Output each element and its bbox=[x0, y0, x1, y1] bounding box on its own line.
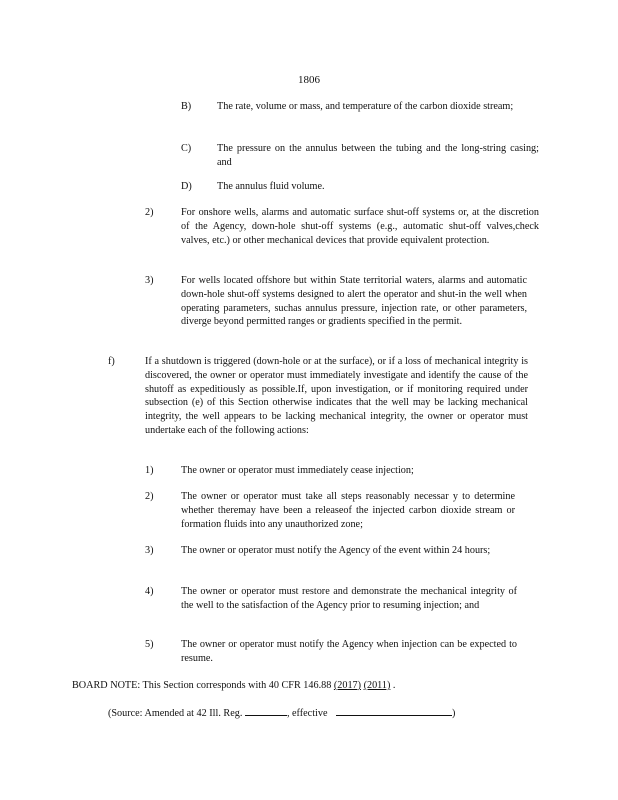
item-marker: 5) bbox=[145, 639, 154, 650]
board-note-struck-year: (2017) bbox=[333, 680, 362, 691]
item-text: For wells located offshore but within State territorial waters, alarms and automatic down-hole shut-off systems designed to alert the operator and shut-in the well when operating parameters, suchas annulus pressure, injection rate, or other parameters, diverge beyond permitted ranges or gradients specified in the permit. bbox=[181, 275, 527, 328]
item-marker: f) bbox=[108, 356, 115, 367]
item-text: The pressure on the annulus between the tubing and the long-string casing; and bbox=[217, 143, 539, 168]
item-marker: 3) bbox=[145, 545, 154, 556]
item-text: The owner or operator must notify the Agency of the event within 24 hours; bbox=[181, 545, 491, 556]
item-marker: 4) bbox=[145, 586, 154, 597]
board-note-prefix: BOARD NOTE: This Section corresponds with 40 CFR 146.88 bbox=[72, 680, 332, 691]
item-text: The annulus fluid volume. bbox=[217, 181, 325, 192]
item-text: The owner or operator must take all steps reasonably necessar y to determine whether theremay have been a releaseof the injected carbon dioxide stream or formation fluids into any unauthorized zone; bbox=[181, 491, 515, 530]
item-text: If a shutdown is triggered (down-hole or at the surface), or if a loss of mechanical integrity is discovered, the owner or operator must immediately investigate and identify the cause of the shutoff as expeditiously as possible.If, upon investigation, or if monitoring required under subsection (e) of this Section otherwise indicates that the well may be lacking mechanical integrity, the well appears to be lacking mechanical integrity, the owner or operator must undertake each of the following actions: bbox=[145, 356, 528, 436]
source-suffix: ) bbox=[452, 708, 456, 719]
board-note-current-year: (2011) bbox=[363, 680, 391, 691]
item-text: The owner or operator must notify the Agency when injection can be expected to resume. bbox=[181, 639, 517, 664]
source-middle: , effective bbox=[286, 708, 328, 719]
board-note bbox=[72, 679, 395, 693]
item-text: The owner or operator must restore and demonstrate the mechanical integrity of the well to the satisfaction of the Agency prior to resuming injection; and bbox=[181, 586, 517, 611]
item-marker: D) bbox=[181, 181, 192, 192]
item-text: The owner or operator must immediately cease injection; bbox=[181, 465, 414, 476]
item-marker: 2) bbox=[145, 207, 154, 218]
effective-date-blank bbox=[336, 705, 452, 716]
item-marker: 1) bbox=[145, 465, 154, 476]
item-marker: B) bbox=[181, 101, 192, 112]
page-number: 1806 bbox=[298, 74, 320, 86]
item-marker: 3) bbox=[145, 275, 154, 286]
source-prefix: (Source: Amended at 42 Ill. Reg. bbox=[108, 708, 243, 719]
item-marker: C) bbox=[181, 143, 192, 154]
item-text: The rate, volume or mass, and temperature of the carbon dioxide stream; bbox=[217, 101, 514, 112]
source-line bbox=[108, 705, 455, 721]
item-text: For onshore wells, alarms and automatic surface shut-off systems or, at the discretion of the Agency, down-hole shut-off systems (e.g., automatic shut-off valves,check valves, etc.) or other mechanical devices that provide equivalent protection. bbox=[181, 207, 539, 246]
register-blank bbox=[245, 705, 287, 716]
board-note-suffix: . bbox=[392, 680, 396, 691]
item-marker: 2) bbox=[145, 491, 154, 502]
